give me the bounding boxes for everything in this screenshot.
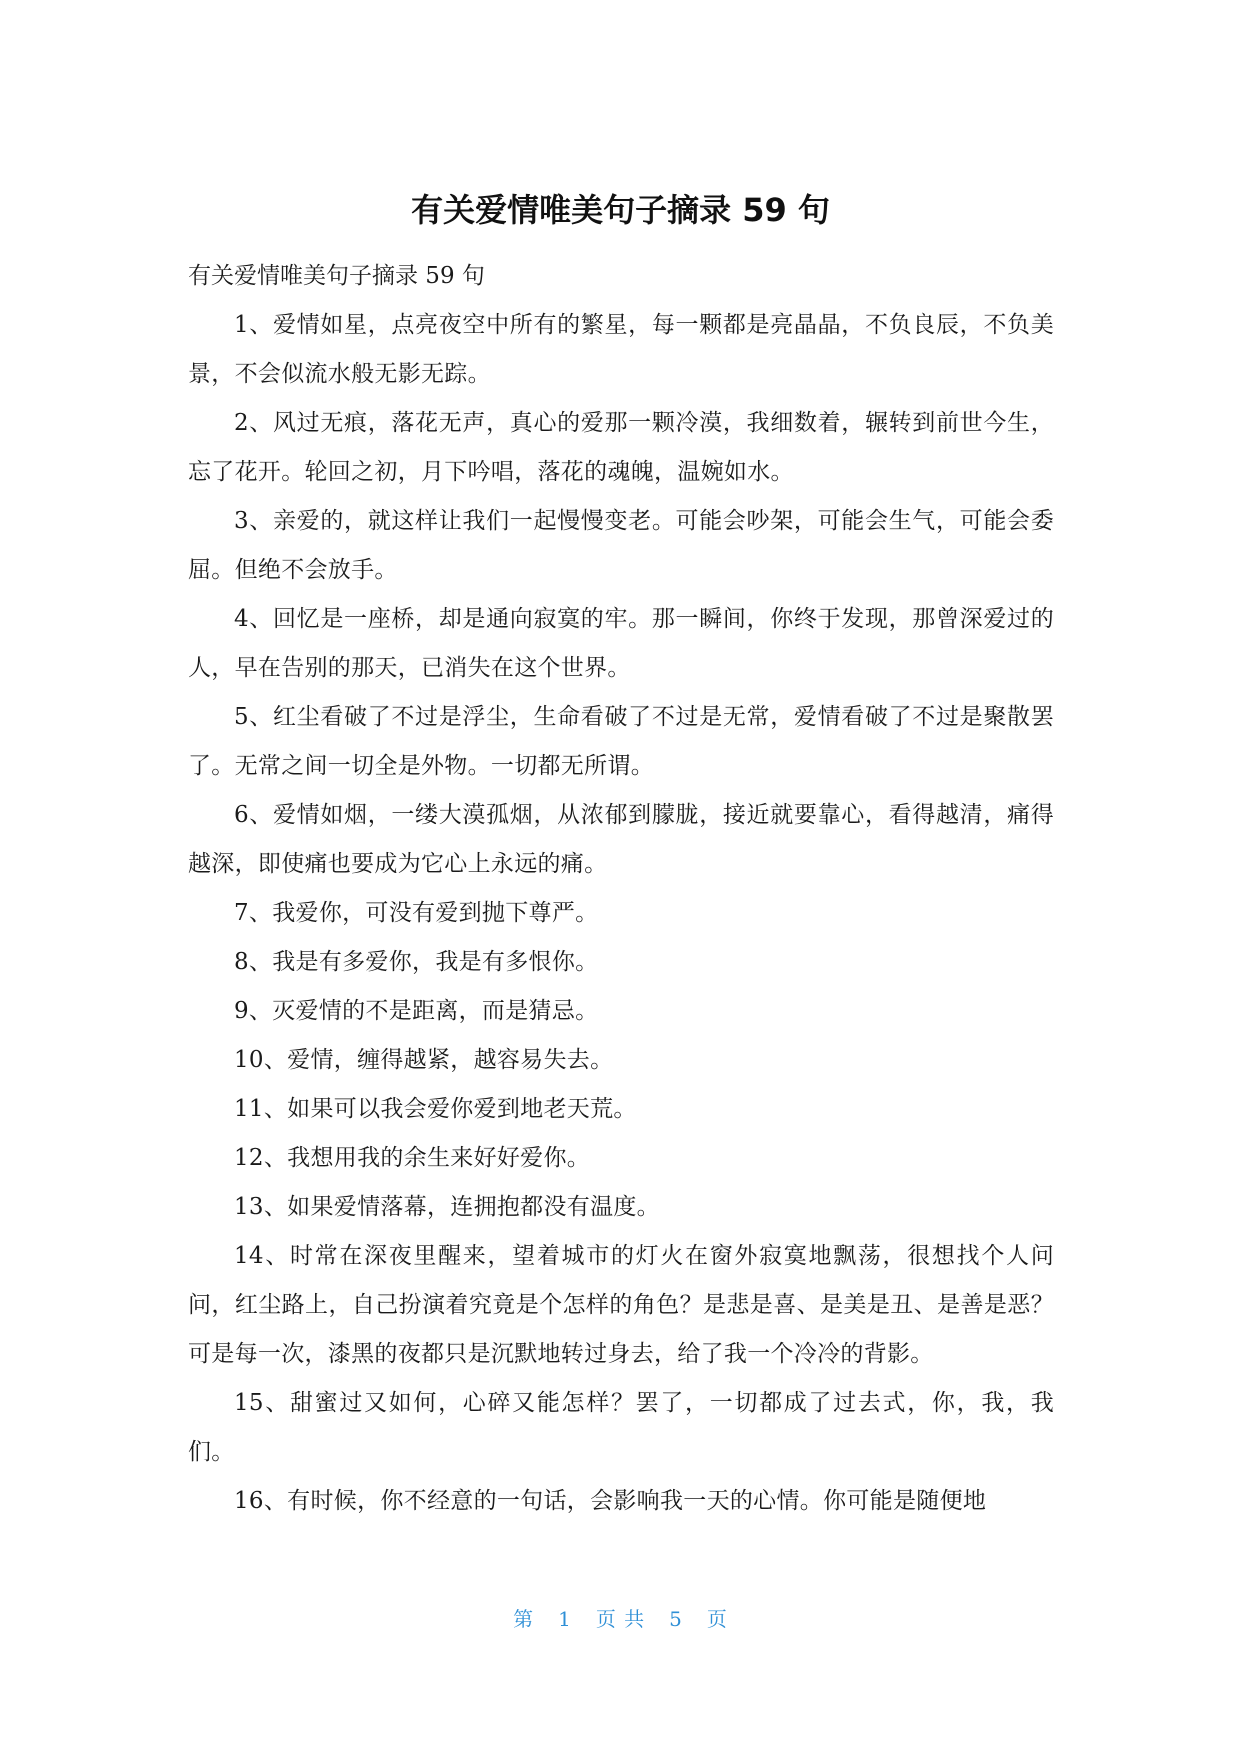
- paragraph-10: 10、爱情，缠得越紧，越容易失去。: [234, 1047, 614, 1073]
- footer-total-pages: 5: [669, 1607, 683, 1631]
- paragraph-13: 13、如果爱情落幕，连拥抱都没有温度。: [234, 1194, 660, 1220]
- document-subtitle: 有关爱情唯美句子摘录 59 句: [188, 263, 485, 289]
- footer-current-page: 1: [558, 1607, 572, 1631]
- paragraph-12: 12、我想用我的余生来好好爱你。: [234, 1145, 591, 1171]
- paragraph-15: 15、甜蜜过又如何，心碎又能怎样？罢了，一切都成了过去式，你，我，我们。: [188, 1390, 1054, 1465]
- paragraph-5: 5、红尘看破了不过是浮尘，生命看破了不过是无常，爱情看破了不过是聚散罢了。无常之间一切全是外物。一切都无所谓。: [188, 704, 1054, 779]
- footer-suffix: 页: [706, 1607, 728, 1631]
- paragraph-7: 7、我爱你，可没有爱到抛下尊严。: [234, 900, 599, 926]
- paragraph-16: 16、有时候，你不经意的一句话，会影响我一天的心情。你可能是随便地: [234, 1488, 987, 1514]
- paragraph-8: 8、我是有多爱你，我是有多恨你。: [234, 949, 599, 975]
- paragraph-4: 4、回忆是一座桥，却是通向寂寞的牢。那一瞬间，你终于发现，那曾深爱过的人，早在告别的那天，已消失在这个世界。: [188, 606, 1054, 681]
- footer-mid: 页 共: [595, 1607, 646, 1631]
- paragraph-6: 6、爱情如烟，一缕大漠孤烟，从浓郁到朦胧，接近就要靠心，看得越清，痛得越深，即使痛也要成为它心上永远的痛。: [188, 802, 1054, 877]
- paragraph-9: 9、灭爱情的不是距离，而是猜忌。: [234, 998, 599, 1024]
- footer-prefix: 第: [513, 1607, 535, 1631]
- page-number-footer: [0, 1604, 1241, 1634]
- paragraph-1: 1、爱情如星，点亮夜空中所有的繁星，每一颗都是亮晶晶，不负良辰，不负美景，不会似流水般无影无踪。: [188, 312, 1054, 387]
- document-body: [188, 252, 1054, 1526]
- paragraph-3: 3、亲爱的，就这样让我们一起慢慢变老。可能会吵架，可能会生气，可能会委屈。但绝不会放手。: [188, 508, 1054, 583]
- document-title: 有关爱情唯美句子摘录 59 句: [411, 191, 830, 229]
- paragraph-14: 14、时常在深夜里醒来，望着城市的灯火在窗外寂寞地飘荡，很想找个人问问，红尘路上，自己扮演着究竟是个怎样的角色？是悲是喜、是美是丑、是善是恶？可是每一次，漆黑的夜都只是沉默地转过身去，给了我一个冷冷的背影。: [188, 1243, 1054, 1367]
- paragraph-11: 11、如果可以我会爱你爱到地老天荒。: [234, 1096, 637, 1122]
- paragraph-2: 2、风过无痕，落花无声，真心的爱那一颗冷漠，我细数着，辗转到前世今生，忘了花开。轮回之初，月下吟唱，落花的魂魄，温婉如水。: [188, 410, 1054, 485]
